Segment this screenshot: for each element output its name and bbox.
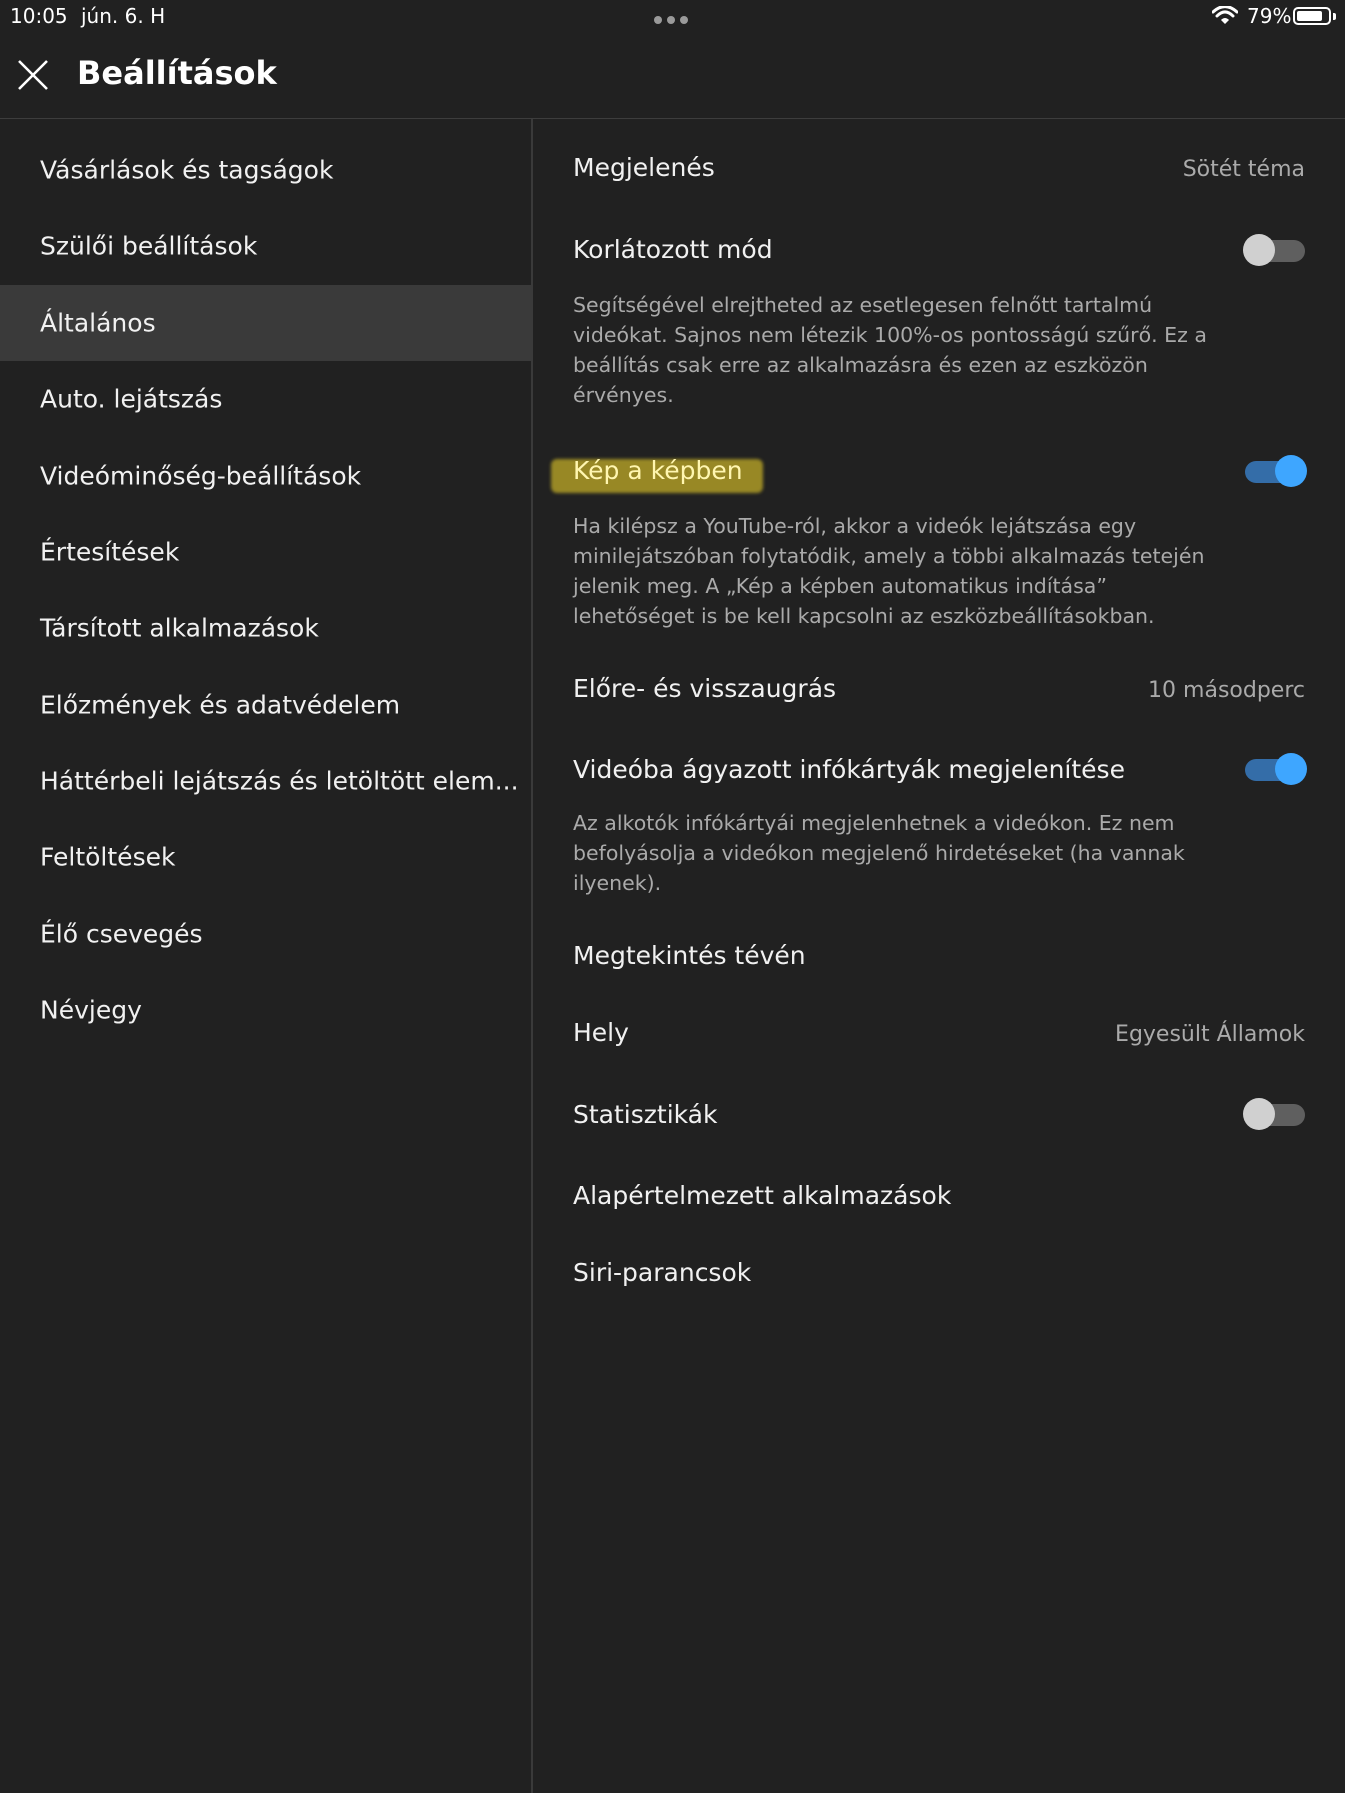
restricted-mode-description: Segítségével elrejtheted az esetlegesen felnőtt tartalmú videókat. Sajnos nem létezik 100%-os pontosságú szűrő. Ez a beállítás csak erre az alkalmazásra és ezen az eszközön érvényes. [573, 293, 1207, 407]
sidebar-item-label: Élő csevegés [40, 919, 203, 949]
sidebar-item-connected-apps[interactable] [0, 590, 531, 666]
sidebar-item-about[interactable] [0, 972, 531, 1048]
sidebar [0, 119, 533, 1793]
seek-setting[interactable]: Előre- és visszaugrás [573, 674, 837, 703]
sidebar-item-label: Videóminőség-beállítások [40, 461, 362, 491]
battery-tip [1333, 13, 1336, 20]
status-date: jún. 6. H [81, 4, 166, 28]
battery-fill [1297, 11, 1322, 21]
sidebar-item-live-chat[interactable] [0, 896, 531, 972]
sidebar-item-history-privacy[interactable] [0, 667, 531, 743]
status-bar [0, 0, 1345, 34]
battery-percentage: 79% [1247, 4, 1292, 28]
sidebar-item-label: Előzmények és adatvédelem [40, 690, 401, 720]
sidebar-item-purchases[interactable] [0, 132, 531, 208]
sidebar-item-label: Szülői beállítások [40, 231, 258, 261]
status-time: 10:05 [10, 4, 68, 28]
sidebar-item-autoplay[interactable] [0, 361, 531, 437]
multitasking-dots-icon[interactable] [654, 16, 688, 24]
appearance-setting[interactable]: Megjelenés [573, 153, 715, 182]
sidebar-item-label: Általános [40, 308, 156, 338]
siri-shortcuts-setting[interactable]: Siri-parancsok [573, 1258, 752, 1287]
header [0, 34, 1345, 119]
sidebar-item-background-downloads[interactable] [0, 743, 531, 819]
info-cards-setting: Videóba ágyazott infókártyák megjelenítése [573, 755, 1125, 784]
pip-toggle[interactable] [1245, 457, 1305, 485]
pip-setting: Kép a képben [573, 456, 743, 485]
wifi-icon [1212, 6, 1238, 26]
sidebar-item-video-quality[interactable] [0, 438, 531, 514]
pip-description: Ha kilépsz a YouTube-ról, akkor a videók lejátszása egy minilejátszóban folytatódik, amely a többi alkalmazás tetején jelenik meg. A „Kép a képben automatikus indítása” lehetőséget is be kell kapcsolni az eszközbeállításokban. [573, 514, 1205, 628]
sidebar-item-label: Auto. lejátszás [40, 384, 223, 414]
appearance-value: Sötét téma [1182, 157, 1305, 182]
location-setting[interactable]: Hely [573, 1018, 629, 1047]
restricted-mode-toggle[interactable] [1245, 236, 1305, 264]
sidebar-item-notifications[interactable] [0, 514, 531, 590]
sidebar-item-parental[interactable] [0, 208, 531, 284]
watch-on-tv-setting[interactable]: Megtekintés tévén [573, 941, 806, 970]
seek-value: 10 másodperc [1148, 678, 1305, 703]
page-title: Beállítások [77, 54, 277, 92]
info-cards-toggle[interactable] [1245, 755, 1305, 783]
sidebar-item-label: Értesítések [40, 537, 180, 567]
sidebar-item-label: Feltöltések [40, 842, 176, 872]
settings-content [533, 119, 1345, 1793]
sidebar-item-uploads[interactable] [0, 819, 531, 895]
stats-setting: Statisztikák [573, 1100, 718, 1129]
sidebar-item-label: Névjegy [40, 995, 142, 1025]
sidebar-item-label: Társított alkalmazások [40, 613, 319, 643]
info-cards-description: Az alkotók infókártyái megjelenhetnek a videókon. Ez nem befolyásolja a videókon megjelenő hirdetéseket (ha vannak ilyenek). [573, 811, 1185, 895]
sidebar-item-general[interactable] [0, 285, 531, 361]
stats-toggle[interactable] [1245, 1100, 1305, 1128]
sidebar-item-label: Háttérbeli lejátszás és letöltött elem... [40, 766, 519, 796]
default-apps-setting[interactable]: Alapértelmezett alkalmazások [573, 1181, 952, 1210]
location-value: Egyesült Államok [1115, 1022, 1305, 1047]
battery-icon [1293, 7, 1331, 25]
restricted-mode-setting: Korlátozott mód [573, 235, 773, 264]
sidebar-item-label: Vásárlások és tagságok [40, 155, 334, 185]
close-icon[interactable] [14, 56, 52, 94]
